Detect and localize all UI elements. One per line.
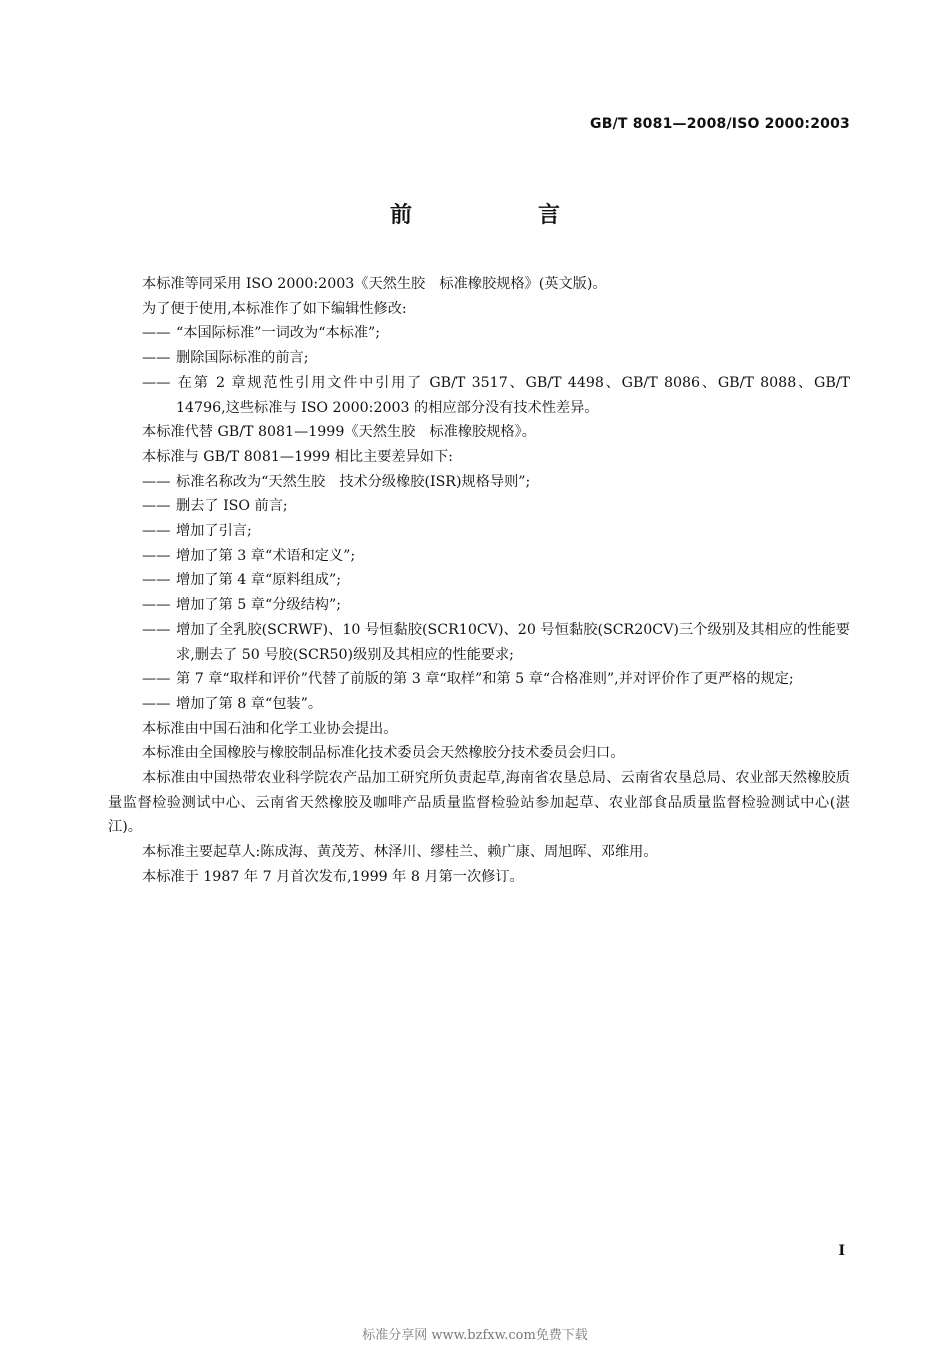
list-item-text: 增加了第 4 章“原料组成”; (176, 572, 342, 589)
standard-code: GB/T 8081—2008/ISO 2000:2003 (590, 116, 850, 132)
dash-marker: —— (142, 572, 171, 589)
list-item (108, 371, 850, 420)
list-item-text: 标准名称改为“天然生胶 技术分级橡胶(ISR)规格导则”; (176, 473, 531, 490)
list-item-text: 增加了第 3 章“术语和定义”; (176, 547, 356, 564)
list-item-text: 在第 2 章规范性引用文件中引用了 GB/T 3517、GB/T 4498、GB/T 8086、GB/T 8088、GB/T 14796,这些标准与 ISO 2000:2003 的相应部分没有技术性差异。 (176, 374, 850, 416)
paragraph: 本标准主要起草人:陈成海、黄茂芳、林泽川、缪桂兰、赖广康、周旭晖、邓维用。 (142, 844, 658, 861)
foreword-body (108, 272, 850, 890)
list-item-text: “本国际标准”一词改为“本标准”; (176, 325, 381, 342)
paragraph: 本标准由全国橡胶与橡胶制品标准化技术委员会天然橡胶分技术委员会归口。 (142, 745, 625, 762)
list-item (108, 346, 850, 371)
list-item (108, 519, 850, 544)
dash-marker: —— (142, 695, 171, 712)
footer-watermark: 标准分享网 www.bzfxw.com免费下载 (362, 1328, 588, 1343)
list-item (108, 470, 850, 495)
paragraph: 本标准由中国热带农业科学院农产品加工研究所负责起草,海南省农垦总局、云南省农垦总局、农业部天然橡胶质量监督检验测试中心、云南省天然橡胶及咖啡产品质量监督检验站参加起草、农业部食品质量监督检验测试中心(湛江)。 (108, 770, 850, 836)
page-number: I (838, 1243, 845, 1259)
list-item-text: 增加了引言; (176, 523, 252, 540)
list-item (108, 593, 850, 618)
list-item (108, 321, 850, 346)
paragraph: 本标准与 GB/T 8081—1999 相比主要差异如下: (142, 448, 453, 465)
dash-marker: —— (142, 547, 171, 564)
dash-marker: —— (142, 473, 171, 490)
list-item (108, 692, 850, 717)
list-item-text: 删除国际标准的前言; (176, 350, 309, 367)
list-item-text: 增加了第 5 章“分级结构”; (176, 597, 342, 614)
list-item-text: 第 7 章“取样和评价”代替了前版的第 3 章“取样”和第 5 章“合格准则”,并对评价作了更严格的规定; (176, 671, 794, 688)
paragraph: 为了便于使用,本标准作了如下编辑性修改: (142, 300, 407, 317)
dash-marker: —— (142, 597, 171, 614)
list-item-text: 增加了全乳胶(SCRWF)、10 号恒黏胶(SCR10CV)、20 号恒黏胶(SCR20CV)三个级别及其相应的性能要求,删去了 50 号胶(SCR50)级别及其相应的性能要求; (176, 621, 850, 663)
list-item (108, 568, 850, 593)
paragraph: 本标准等同采用 ISO 2000:2003《天然生胶 标准橡胶规格》(英文版)。 (142, 276, 607, 292)
dash-marker: —— (142, 671, 171, 688)
list-item (108, 494, 850, 519)
list-item-text: 删去了 ISO 前言; (176, 498, 288, 515)
paragraph: 本标准由中国石油和化学工业协会提出。 (142, 720, 398, 737)
list-item (108, 667, 850, 692)
dash-marker: —— (142, 523, 171, 540)
dash-marker: —— (142, 498, 171, 515)
paragraph: 本标准于 1987 年 7 月首次发布,1999 年 8 月第一次修订。 (142, 868, 524, 885)
page-title: 前 言 (389, 203, 612, 228)
list-item (108, 618, 850, 667)
dash-marker: —— (142, 350, 171, 367)
list-item (108, 544, 850, 569)
dash-marker: —— (142, 374, 171, 391)
list-item-text: 增加了第 8 章“包装”。 (176, 695, 323, 712)
dash-marker: —— (142, 621, 171, 638)
dash-marker: —— (142, 325, 171, 342)
paragraph: 本标准代替 GB/T 8081—1999《天然生胶 标准橡胶规格》。 (142, 424, 536, 441)
